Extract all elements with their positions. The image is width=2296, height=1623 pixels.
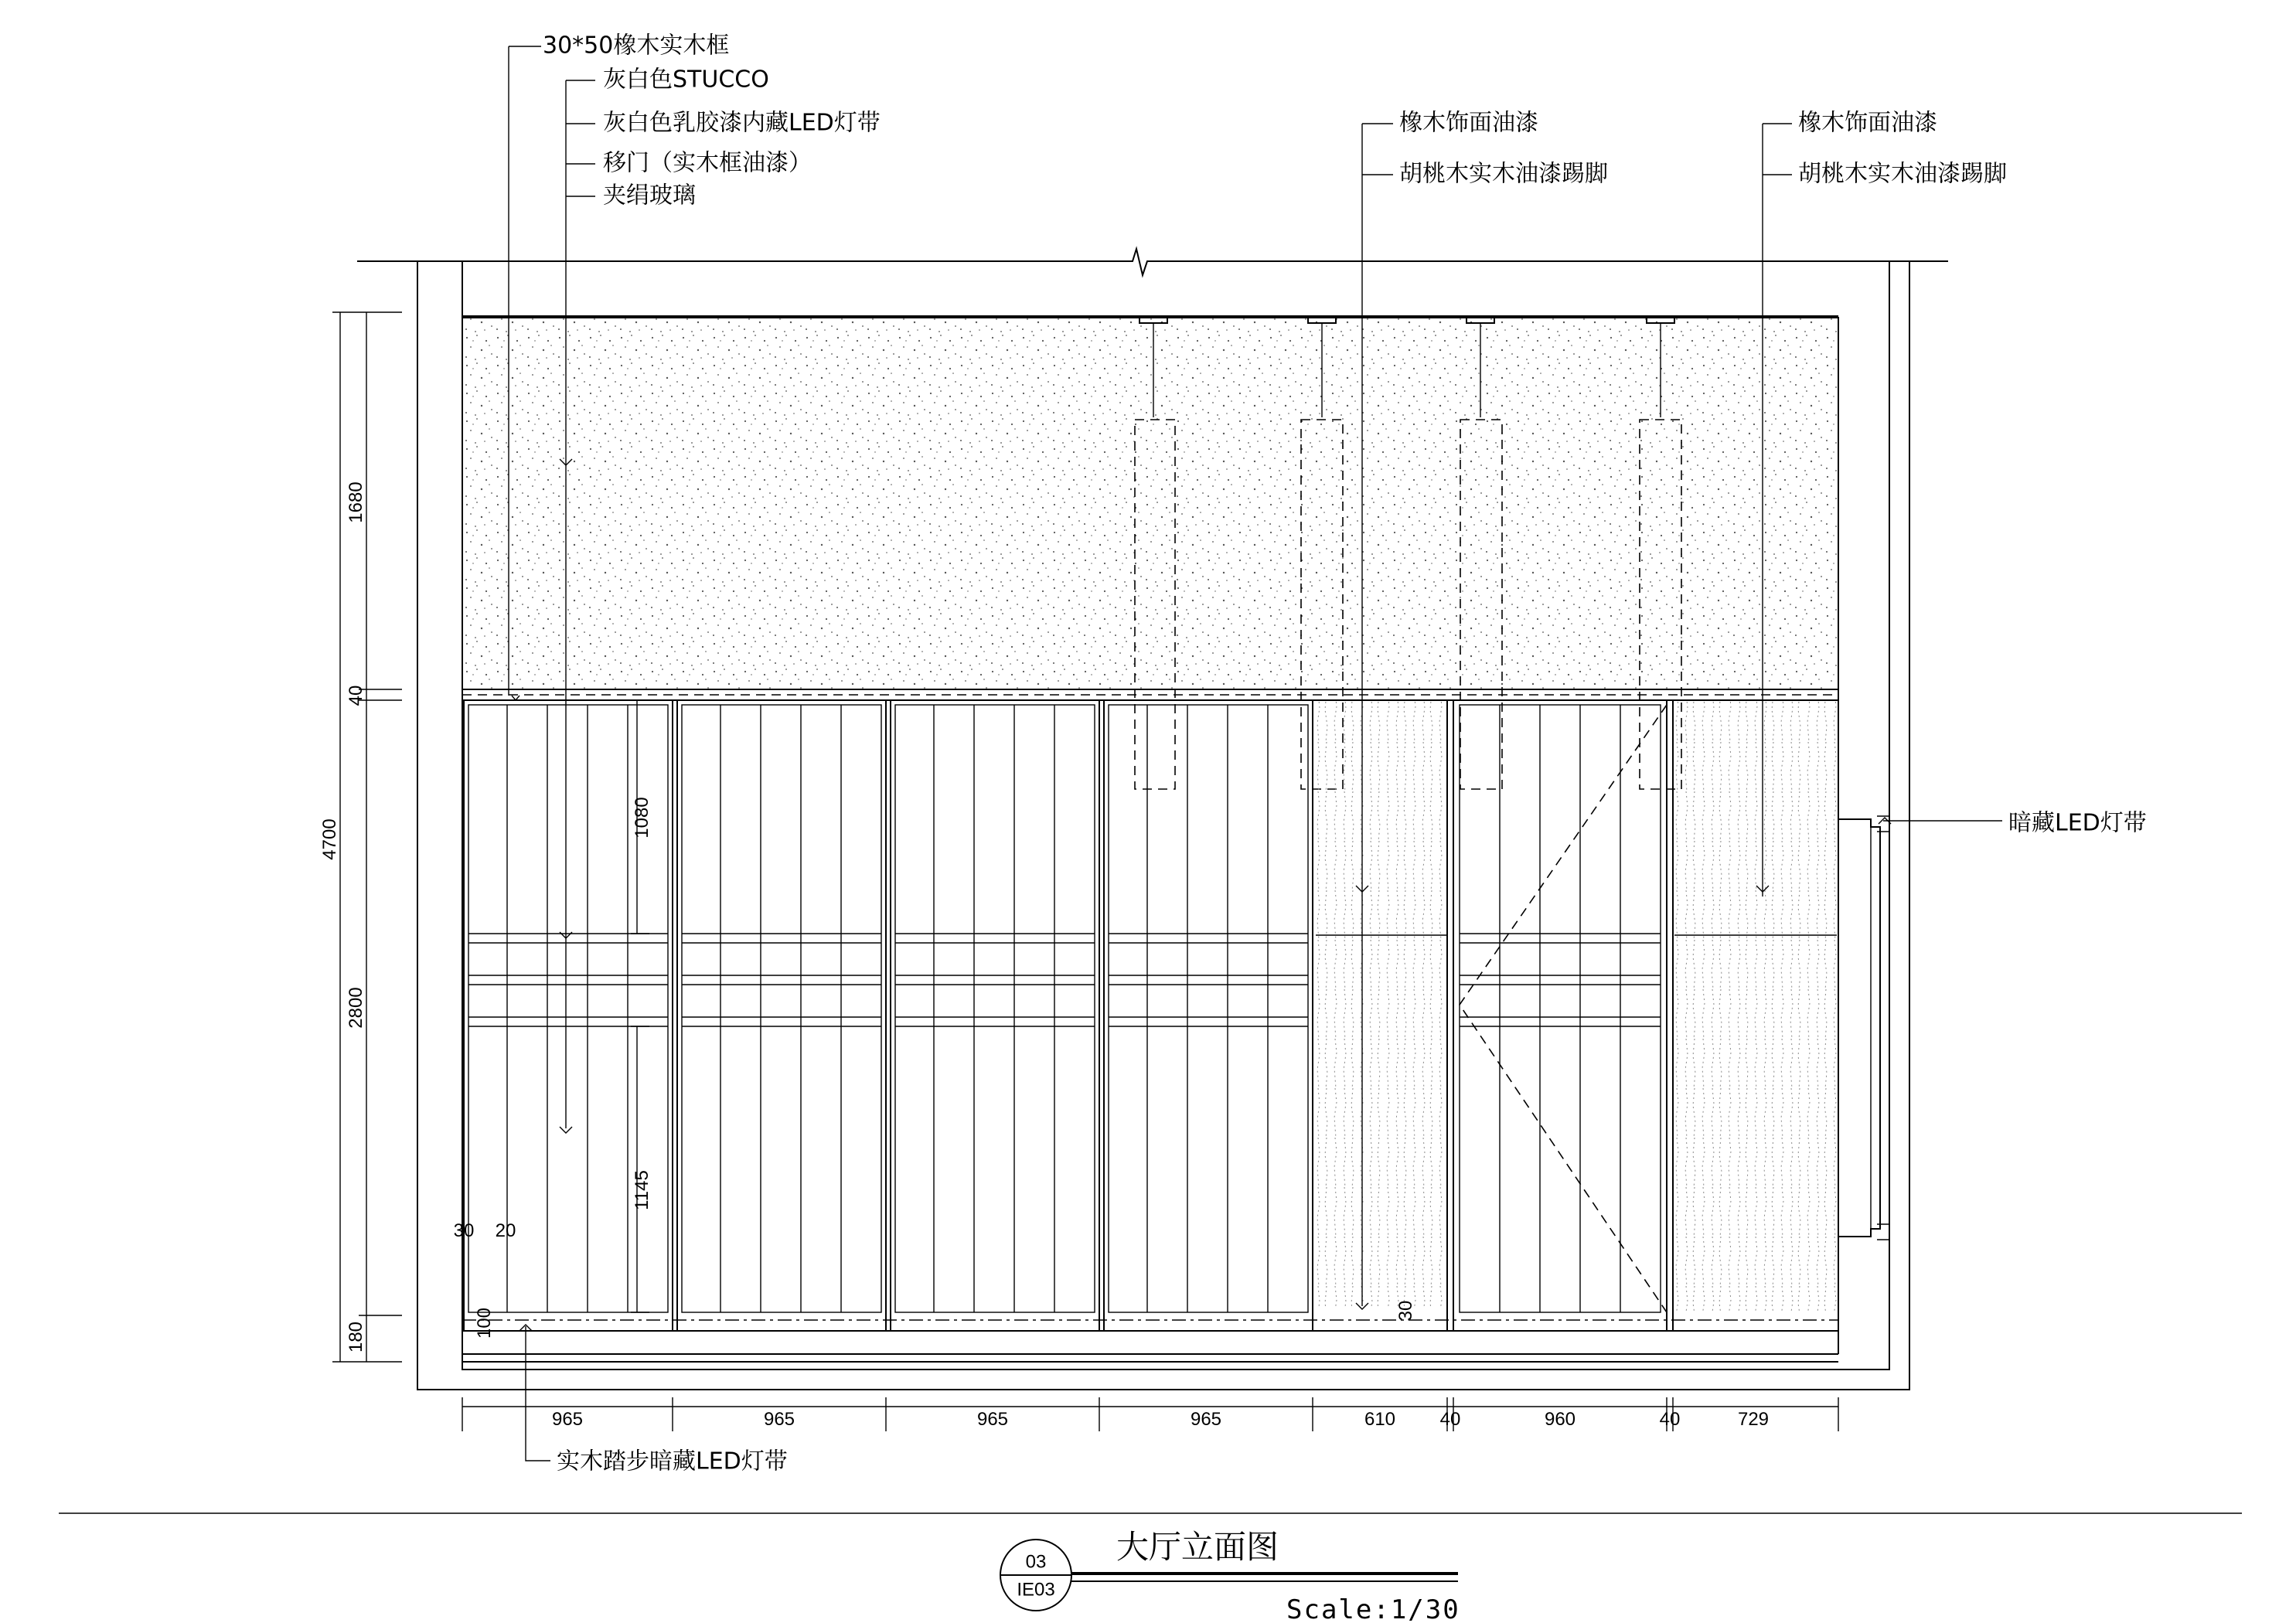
dim-gap-b: 20 — [495, 1220, 516, 1241]
dim-lower: 2800 — [346, 987, 366, 1029]
dim-door-lower: 1145 — [632, 1170, 652, 1210]
dim-band: 40 — [346, 685, 366, 706]
sheet-number: 03 — [1025, 1551, 1047, 1573]
dim-h-0: 965 — [551, 1409, 584, 1430]
dim-upper: 1680 — [346, 481, 366, 523]
annotation-oak-paint-2: 橡木饰面油漆 — [1798, 109, 1937, 137]
annotation-stucco: 灰白色STUCCO — [603, 66, 769, 94]
drawing-title: 大厅立面图 — [1116, 1528, 1279, 1566]
sliding-doors — [464, 700, 1313, 1331]
drawing-scale: Scale:1/30 — [1286, 1594, 1460, 1623]
dim-door-upper: 1080 — [632, 797, 652, 839]
dim-h-6: 960 — [1544, 1409, 1576, 1430]
oak-panel-right — [1673, 700, 1837, 1331]
door-panel — [677, 700, 886, 1331]
dim-base: 180 — [346, 1321, 366, 1353]
dim-h-5: 40 — [1439, 1409, 1461, 1430]
annotation-walnut-kick-1: 胡桃木实木油漆踢脚 — [1399, 160, 1608, 188]
dim-gap-a: 30 — [453, 1220, 475, 1241]
dim-sill: 100 — [474, 1307, 495, 1339]
led-recess — [1838, 816, 1889, 1240]
dim-total: 4700 — [319, 818, 340, 860]
dim-h-4: 610 — [1364, 1409, 1396, 1430]
dim-h-7: 40 — [1659, 1409, 1681, 1430]
dim-h-1: 965 — [763, 1409, 795, 1430]
dim-h-8: 729 — [1737, 1409, 1770, 1430]
stucco-texture — [464, 318, 1837, 689]
dim-h-3: 965 — [1190, 1409, 1222, 1430]
door-panel — [1104, 700, 1313, 1331]
door-panel — [891, 700, 1099, 1331]
title-block — [59, 1513, 2242, 1623]
dim-step: 30 — [1395, 1300, 1416, 1322]
sheet-code: IE03 — [1017, 1579, 1055, 1601]
annotation-glass: 夹绢玻璃 — [603, 182, 696, 209]
annotation-paint-led: 灰白色乳胶漆内藏LED灯带 — [603, 109, 881, 137]
swing-door — [1453, 700, 1667, 1331]
ceiling-band — [462, 689, 1838, 700]
annotation-sliding-door: 移门（实木框油漆） — [603, 149, 812, 177]
annotation-oak-paint-1: 橡木饰面油漆 — [1399, 109, 1538, 137]
dim-h-2: 965 — [976, 1409, 1009, 1430]
annotation-frame: 30*50橡木实木框 — [543, 32, 730, 60]
annotation-hidden-led: 暗藏LED灯带 — [2008, 809, 2147, 837]
oak-panel-left — [1316, 700, 1453, 1331]
annotation-step-led: 实木踏步暗藏LED灯带 — [557, 1448, 788, 1475]
annotation-walnut-kick-2: 胡桃木实木油漆踢脚 — [1798, 160, 2007, 188]
